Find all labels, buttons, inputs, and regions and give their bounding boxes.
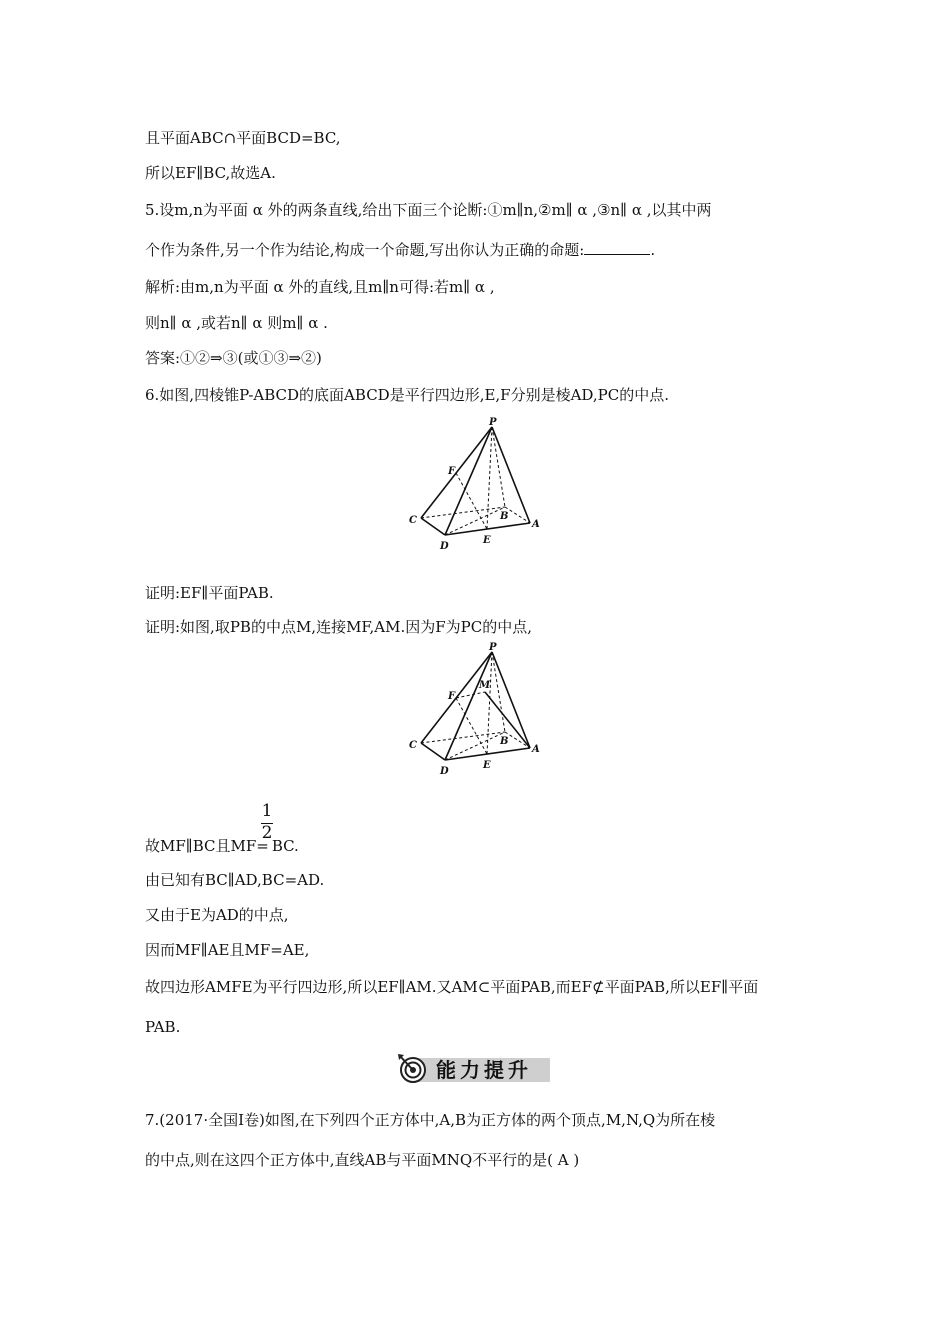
proof-line: PAB. (145, 1018, 181, 1036)
text-segment: BC. (271, 837, 299, 855)
problem-5-statement-cont (145, 240, 655, 260)
fraction-bar (261, 823, 273, 824)
problem-7-statement: 7.(2017·全国Ⅰ卷)如图,在下列四个正方体中,A,B为正方体的两个顶点,M,N,Q为所在棱 (145, 1111, 716, 1129)
text-line: 且平面ABC∩平面BCD=BC, (145, 129, 341, 147)
vertex-label-c: C (409, 740, 417, 751)
text-segment: 个作为条件,另一个作为结论,构成一个命题,写出你认为正确的命题: (145, 241, 585, 259)
proof-line (145, 836, 299, 856)
vertex-label-e: E (483, 535, 491, 546)
vertex-label-d: D (440, 541, 449, 552)
vertex-label-b: B (500, 511, 509, 522)
vertex-label-d: D (440, 766, 449, 777)
text-segment: . (650, 241, 656, 259)
analysis-line: 则n∥ α ,或若n∥ α 则m∥ α . (145, 314, 328, 332)
proof-line: 证明:如图,取PB的中点M,连接MF,AM.因为F为PC的中点, (145, 618, 532, 636)
text-line: 所以EF∥BC,故选A. (145, 164, 276, 182)
vertex-label-p: P (489, 642, 497, 653)
vertex-label-a: A (532, 744, 540, 755)
answer-blank (584, 240, 650, 255)
vertex-label-c: C (409, 515, 417, 526)
proof-line: 由已知有BC∥AD,BC=AD. (145, 871, 325, 889)
proof-line: 故四边形AMFE为平行四边形,所以EF∥AM.又AM⊂平面PAB,而EF⊄平面PAB,所以EF∥平面 (145, 978, 759, 996)
section-title: 能力提升 (436, 1058, 532, 1082)
proof-line: 又由于E为AD的中点, (145, 906, 289, 924)
vertex-label-f: F (448, 691, 456, 702)
vertex-label-a: A (532, 519, 540, 530)
section-badge (396, 1050, 552, 1086)
fraction-numerator: 1 (261, 801, 273, 821)
fraction-denominator: 2 (261, 823, 273, 843)
vertex-label-p: P (489, 417, 497, 428)
text-segment: 故MF∥BC且MF= (145, 837, 269, 855)
problem-7-statement-cont: 的中点,则在这四个正方体中,直线AB与平面MNQ不平行的是( A ) (145, 1151, 580, 1169)
target-arrow-icon (396, 1052, 430, 1084)
vertex-label-b: B (500, 736, 509, 747)
vertex-label-m: M (479, 680, 491, 691)
vertex-label-e: E (483, 760, 491, 771)
analysis-line: 解析:由m,n为平面 α 外的直线,且m∥n可得:若m∥ α , (145, 278, 495, 296)
problem-6-statement: 6.如图,四棱锥P-ABCD的底面ABCD是平行四边形,E,F分别是棱AD,PC的中点. (145, 386, 670, 404)
answer-line: 答案:①②⇒③(或①③⇒②) (145, 349, 322, 367)
proof-goal: 证明:EF∥平面PAB. (145, 584, 274, 602)
proof-line: 因而MF∥AE且MF=AE, (145, 941, 310, 959)
problem-5-statement: 5.设m,n为平面 α 外的两条直线,给出下面三个论断:①m∥n,②m∥ α ,③n∥ α ,以其中两 (145, 201, 712, 219)
pyramid-figure-1 (405, 415, 545, 565)
pyramid-figure-2 (405, 640, 545, 790)
vertex-label-f: F (448, 466, 456, 477)
